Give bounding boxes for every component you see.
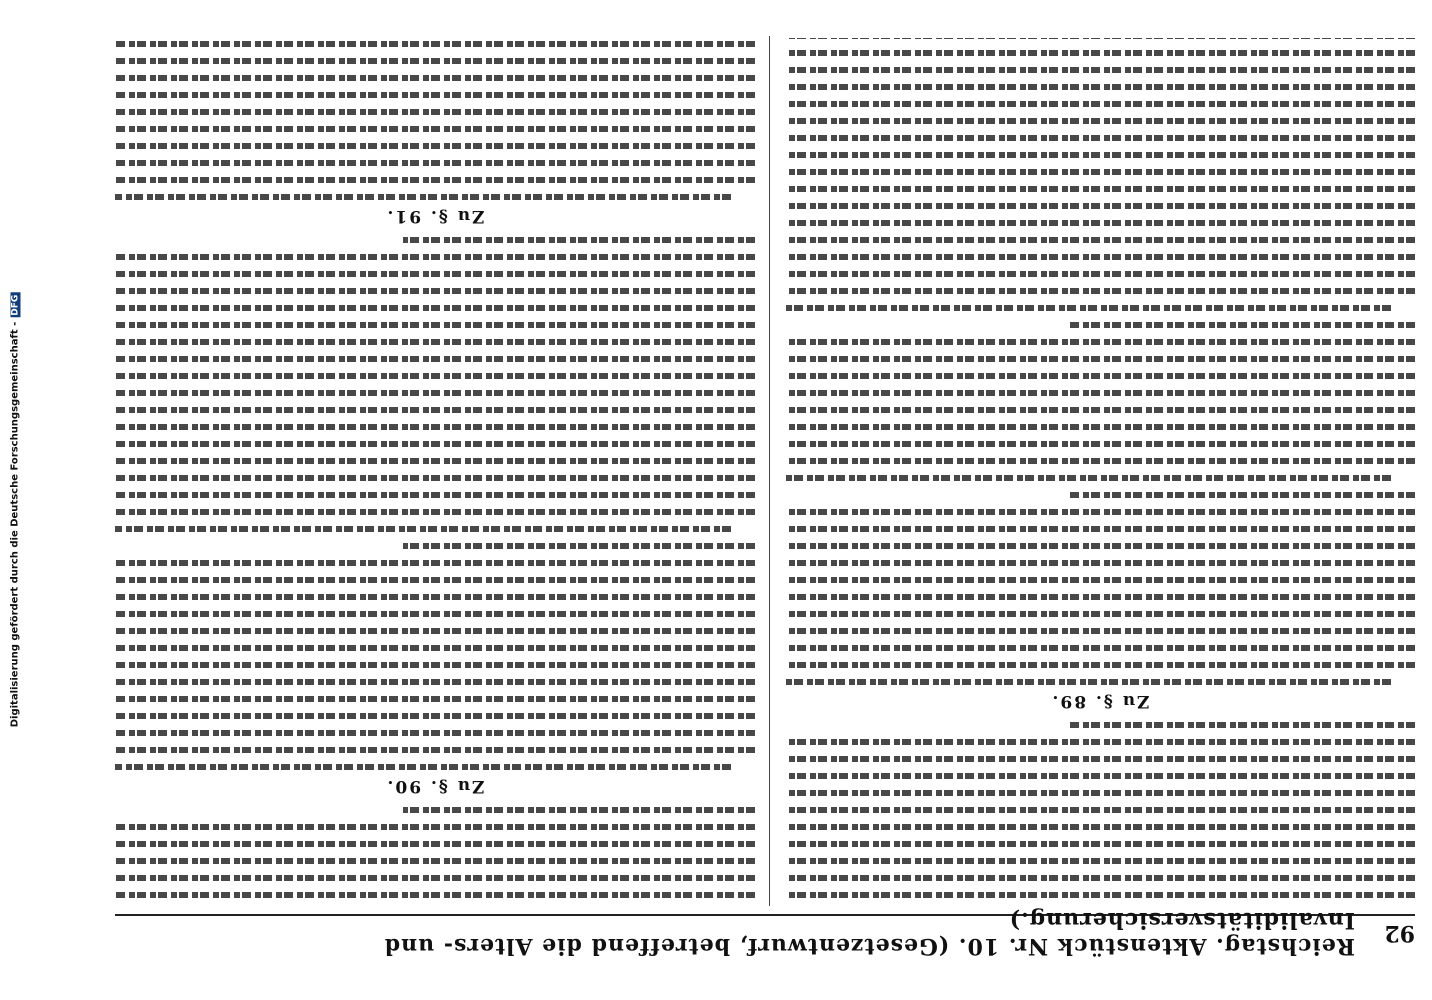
page-header	[115, 907, 1415, 959]
credit-text: Digitalisierung gefördert durch die Deutsche Forschungsgemeinschaft -	[9, 321, 21, 728]
paragraph-block	[785, 38, 1415, 685]
page-number: 92	[1384, 920, 1415, 946]
paragraph-block	[115, 38, 755, 200]
section-heading-91: Zu §. 91.	[385, 206, 485, 226]
right-column	[115, 38, 755, 898]
dfg-logo: DFG	[10, 294, 20, 316]
paragraph-block	[115, 237, 755, 770]
paragraph-block	[785, 722, 1415, 898]
sidebar-credit	[8, 30, 22, 990]
page-header-title: Reichstag. Aktenstück Nr. 10. (Gesetzentwurf, betreffend die Alters- und Invaliditätsversicherung.)	[383, 907, 1355, 959]
paragraph-block	[115, 807, 755, 898]
section-heading-90: Zu §. 90.	[385, 776, 485, 796]
column-divider	[769, 36, 770, 906]
section-heading-89: Zu §. 89.	[1050, 691, 1150, 711]
rotated-page-content	[115, 30, 1415, 959]
credit-text-group	[10, 293, 21, 728]
left-column	[785, 38, 1415, 898]
